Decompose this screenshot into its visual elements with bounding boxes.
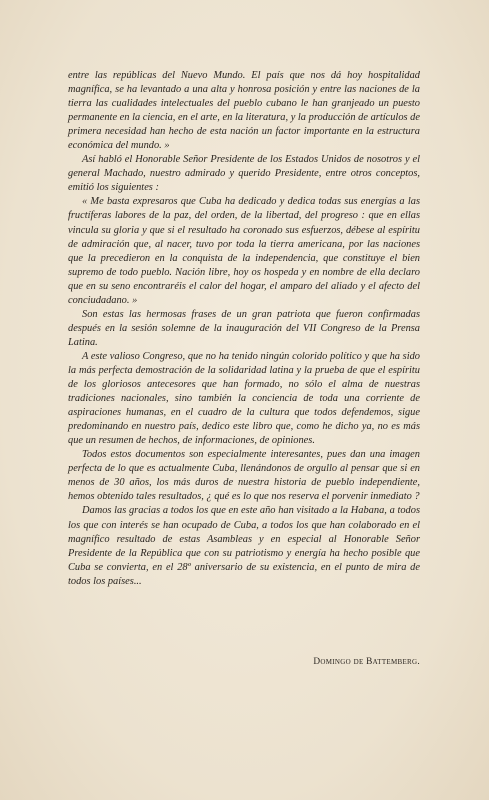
paragraph-3-quote: « Me basta expresaros que Cuba ha dedicado y dedica todas sus energías a las fructíferas labores de la paz, del orden, de la libertad, del progreso : que en ellas vincula su gloria y que si el resultado ha coronado sus esfuerzos, débese al espíritu de admiración que, al nacer, tuvo por toda la tierra americana, por las naciones que la precedieron en la conquista de la independencia, que constituye el bien supremo de todo pueblo. Nación libre, hoy os hospeda y en nombre de ella declaro que en su seno encontraréis el calor del hogar, el amparo del aliado y el afecto del conciudadano. »: [68, 196, 420, 306]
paragraph-5: A este valioso Congreso, que no ha tenido ningún colorido político y que ha sido la más perfecta demostración de la solidaridad latina y la prueba de que el espíritu de los gloriosos antecesores que han formado, no sólo el alma de nuestras tradiciones nacionales, sino también la conciencia de toda una corriente de aspiraciones humanas, en el cuadro de la cultura que todos defendemos, sigue predominando en nuestro país, dedico este libro que, como he dicho ya, no es más que un resumen de hechos, de informaciones, de opiniones.: [68, 350, 420, 447]
body-text: [68, 69, 420, 589]
paragraph-1: entre las repúblicas del Nuevo Mundo. El país que nos dá hoy hospitalidad magnífica, se ha levantado a una alta y honrosa posición y entre las naciones de la tierra las cualidades intelectuales del pueblo cubano le han granjeado un puesto permanente en la ciencia, en el arte, en la literatura, y la producción de artículos de primera necesidad han hecho de esta nación un factor importante en la estructura económica del mundo. »: [68, 70, 420, 152]
paragraph-7: Damos las gracias a todos los que en este año han visitado a la Habana, a todos los que con interés se han ocupado de Cuba, a todos los que han colaborado en el magnífico resultado de estas Asambleas y en especial al Honorable Señor Presidente de la República que con su patriotismo y energía ha hecho posible que Cuba se convierta, en el 28º aniversario de su existencia, en el punto de mira de todos los países...: [68, 505, 420, 587]
author-signature: Domingo de Battemberg.: [313, 657, 420, 667]
paragraph-2: Así habló el Honorable Señor Presidente de los Estados Unidos de nosotros y el general Machado, nuestro admirado y querido Presidente, entre otros conceptos, emitió los siguientes :: [68, 154, 420, 194]
paragraph-6: Todos estos documentos son especialmente interesantes, pues dan una imagen perfecta de lo que es actualmente Cuba, llenándonos de orgullo al pensar que si en menos de 30 años, los más duros de nuestra historia de pueblo independiente, hemos obtenido tales resultados, ¿ qué es lo que nos reserva el porvenir inmediato ?: [68, 449, 420, 503]
paragraph-4: Son estas las hermosas frases de un gran patriota que fueron confirmadas después en la sesión solemne de la inauguración del VII Congreso de la Prensa Latina.: [68, 308, 420, 348]
